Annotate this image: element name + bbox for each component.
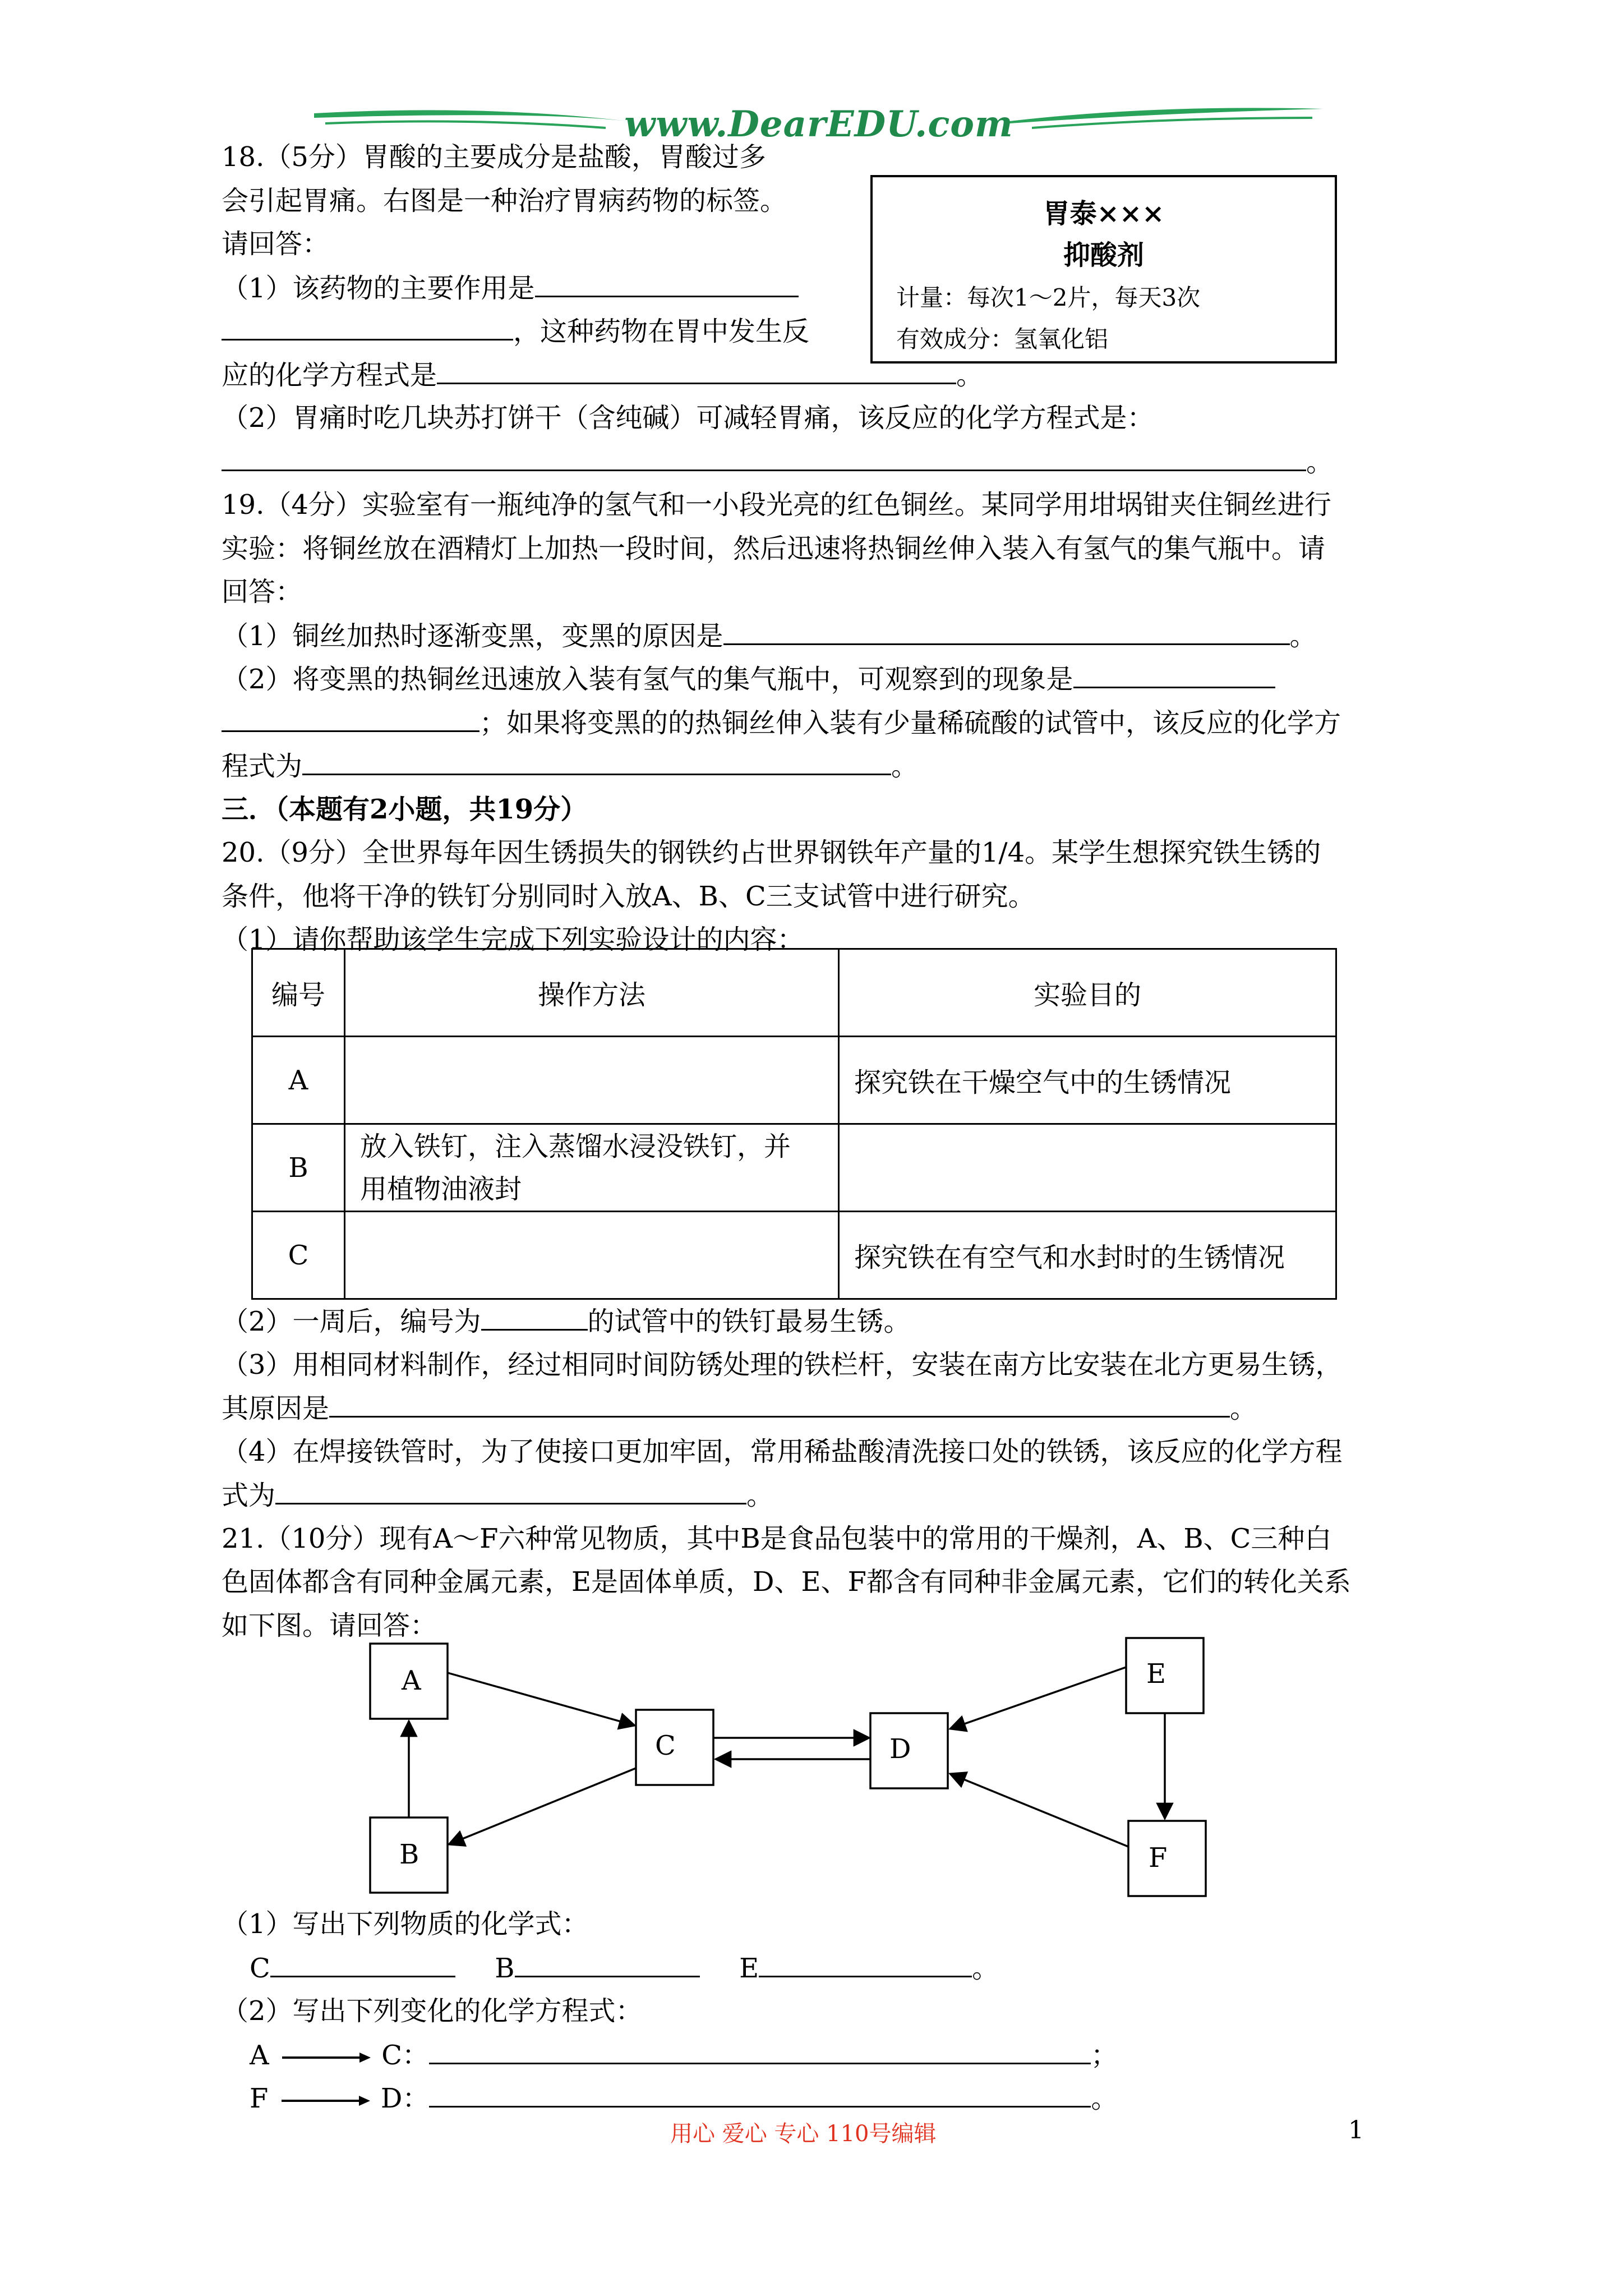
row-id: B [252, 1124, 345, 1212]
node-e-label: E [1146, 1658, 1166, 1690]
q19-line-7-text: 程式为 [222, 751, 303, 782]
site-brand: www.DearEDU.com [624, 103, 1013, 145]
arrow-c-to-b [449, 1768, 636, 1844]
answer-blank[interactable] [429, 2081, 1091, 2108]
q21-reaction-2 [250, 2081, 1118, 2115]
q20-line-6-text: 其原因是 [222, 1393, 330, 1424]
reaction-1-from: A [250, 2040, 269, 2071]
q19-line-7 [222, 749, 918, 783]
q19-line-6 [222, 706, 1341, 740]
answer-blank[interactable] [429, 2038, 1091, 2064]
table-header-row [252, 949, 1336, 1037]
transformation-diagram [359, 1627, 1234, 1907]
q20-line-1: 20.（9分）全世界每年因生锈损失的钢铁约占世界钢铁年产量的1/4。某学生想探究铁生锈的 [222, 837, 1321, 868]
purpose-cell-blank[interactable] [839, 1124, 1336, 1212]
period: 。 [956, 360, 984, 391]
answer-blank[interactable] [759, 1951, 972, 1977]
q20-line-8-text: 式为 [222, 1480, 276, 1511]
q20-line-5: （3）用相同材料制作，经过相同时间防锈处理的铁栏杆，安装在南方比安装在北方更易生锈， [222, 1349, 1343, 1381]
drug-name: 胃泰××× [1043, 198, 1165, 229]
answer-blank[interactable] [1073, 662, 1275, 688]
arrow-a-to-c [448, 1673, 635, 1726]
experiment-table [251, 948, 1337, 1300]
q19-line-6-text: ；如果将变黑的的热铜丝伸入装有少量稀硫酸的试管中，该反应的化学方 [479, 707, 1341, 739]
drug-type: 抑酸剂 [1063, 240, 1144, 271]
period: 。 [972, 1953, 999, 1984]
q20-line-2: 条件，他将干净的铁钉分别同时入放A、B、C三支试管中进行研究。 [222, 881, 1035, 912]
q19-sub1-text: （1）铜丝加热时逐渐变黑，变黑的原因是 [222, 620, 723, 652]
formula-e-label: E [739, 1953, 759, 1984]
q19-line-4 [222, 619, 1317, 653]
q20-line-3: （1）请你帮助该学生完成下列实验设计的内容： [222, 924, 804, 955]
q21-line-2: 色固体都含有同种金属元素，E是固体单质，D、E、F都含有同种非金属元素，它们的转化关系 [222, 1566, 1351, 1598]
method-cell-blank[interactable] [345, 1037, 839, 1124]
answer-blank[interactable] [302, 749, 891, 775]
answer-blank[interactable] [222, 314, 513, 341]
q20-sub2-text: （2）一周后，编号为 [222, 1306, 481, 1337]
q21-sub2: （2）写出下列变化的化学方程式： [222, 1995, 643, 2027]
method-line: 用植物油液封 [360, 1173, 522, 1205]
q20-line-4 [222, 1304, 911, 1338]
q21-formula-line [250, 1951, 999, 1985]
table-header-cell: 编号 [252, 949, 345, 1037]
row-id: C [252, 1212, 345, 1299]
q19-sub2-text: （2）将变黑的热铜丝迅速放入装有氢气的集气瓶中，可观察到的现象是 [222, 664, 1073, 695]
node-b-label: B [399, 1839, 419, 1870]
purpose-cell: 探究铁在有空气和水封时的生锈情况 [839, 1212, 1336, 1299]
q18-line-6-text: 应的化学方程式是 [222, 360, 437, 391]
period: 。 [1230, 1393, 1257, 1424]
q18-line-5 [222, 314, 809, 348]
table-header-cell: 实验目的 [839, 949, 1336, 1037]
semicolon: ； [1090, 2040, 1118, 2071]
table-row [252, 1212, 1336, 1299]
method-cell-blank[interactable] [345, 1212, 839, 1299]
table-header-cell: 操作方法 [345, 949, 839, 1037]
drug-ingredient: 有效成分：氢氧化铝 [896, 325, 1109, 353]
period: 。 [1289, 620, 1317, 652]
table-row [252, 1037, 1336, 1124]
answer-blank[interactable] [222, 445, 1306, 471]
q18-line-3: 请回答： [222, 228, 330, 260]
section-3-title: 三．（本题有2小题，共19分） [222, 794, 588, 825]
q18-line-5-text: ，这种药物在胃中发生反 [513, 316, 810, 347]
q19-line-1: 19.（4分）实验室有一瓶纯净的氢气和一小段光亮的红色铜丝。某同学用坩埚钳夹住铜丝进行 [222, 489, 1331, 521]
answer-blank[interactable] [329, 1391, 1230, 1418]
node-a-label: A [402, 1665, 421, 1696]
period: 。 [746, 1480, 774, 1511]
answer-blank[interactable] [535, 271, 799, 297]
right-arrow-icon [278, 2049, 373, 2066]
drug-label-box [870, 175, 1337, 364]
footer-text: 用心 爱心 专心 110号编辑 [670, 2121, 937, 2147]
answer-blank[interactable] [270, 1951, 455, 1977]
q20-line-8 [222, 1478, 773, 1512]
q18-line-1: 18.（5分）胃酸的主要成分是盐酸，胃酸过多 [222, 141, 766, 173]
q19-line-5 [222, 662, 1275, 696]
page-number: 1 [1348, 2116, 1364, 2145]
q18-line-8 [222, 445, 1333, 479]
period: 。 [1091, 2083, 1118, 2114]
method-cell [345, 1124, 839, 1212]
row-id: A [252, 1037, 345, 1124]
node-c-label: C [655, 1730, 676, 1761]
arrow-f-to-d [950, 1774, 1128, 1847]
method-line: 放入铁钉，注入蒸馏水浸没铁钉，并 [360, 1130, 791, 1162]
q18-sub1-text: （1）该药物的主要作用是 [222, 273, 535, 304]
answer-blank[interactable] [222, 706, 479, 732]
table-row [252, 1124, 1336, 1212]
q20-sub2-tail: 的试管中的铁钉最易生锈。 [587, 1306, 911, 1337]
answer-blank[interactable] [723, 619, 1290, 645]
drug-dose: 计量：每次1～2片，每天3次 [896, 284, 1201, 311]
answer-blank[interactable] [481, 1304, 588, 1331]
q21-sub1: （1）写出下列物质的化学式： [222, 1908, 589, 1940]
q18-line-7: （2）胃痛时吃几块苏打饼干（含纯碱）可减轻胃痛，该反应的化学方程式是： [222, 402, 1154, 434]
arrow-e-to-d [950, 1667, 1126, 1729]
q21-reaction-1 [250, 2038, 1118, 2072]
q21-line-3: 如下图。请回答： [222, 1610, 437, 1641]
q21-line-1: 21.（10分）现有A～F六种常见物质，其中B是食品包装中的常用的干燥剂，A、B、C三种白 [222, 1523, 1332, 1554]
period: 。 [1306, 447, 1334, 478]
formula-c-label: C [250, 1953, 270, 1984]
node-f-label: F [1149, 1842, 1168, 1874]
period: 。 [891, 751, 919, 782]
reaction-2-to: D： [380, 2083, 430, 2114]
q18-line-2: 会引起胃痛。右图是一种治疗胃病药物的标签。 [222, 185, 787, 217]
q19-line-3: 回答： [222, 576, 303, 608]
q18-line-6 [222, 358, 983, 392]
q18-line-4 [222, 271, 799, 305]
answer-blank[interactable] [275, 1478, 746, 1504]
purpose-cell: 探究铁在干燥空气中的生锈情况 [839, 1037, 1336, 1124]
q19-line-2: 实验：将铜丝放在酒精灯上加热一段时间，然后迅速将热铜丝伸入装入有氢气的集气瓶中。请 [222, 533, 1326, 564]
reaction-2-from: F [250, 2083, 269, 2114]
q20-line-7: （4）在焊接铁管时，为了使接口更加牢固，常用稀盐酸清洗接口处的铁锈，该反应的化学方程 [222, 1436, 1343, 1467]
formula-b-label: B [495, 1953, 515, 1984]
reaction-1-to: C： [381, 2040, 429, 2071]
node-d-label: D [889, 1733, 911, 1765]
answer-blank[interactable] [515, 1951, 700, 1977]
q20-line-6 [222, 1391, 1257, 1425]
right-arrow-icon [277, 2092, 372, 2109]
